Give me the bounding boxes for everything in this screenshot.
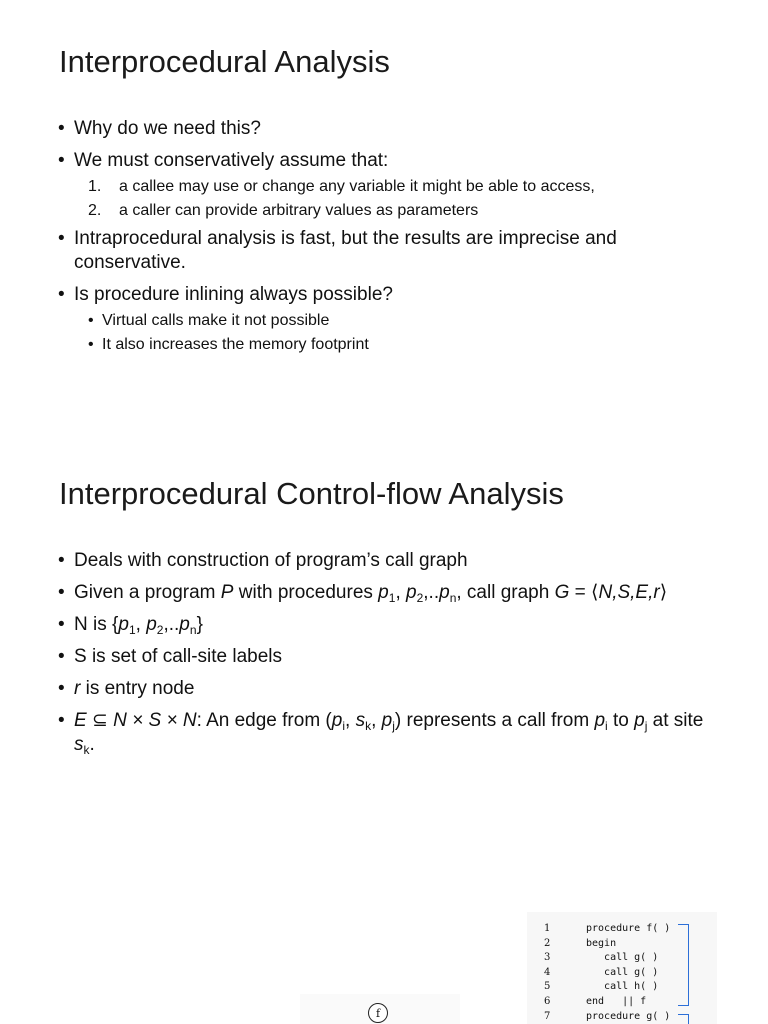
- slide-1-title: Interprocedural Analysis: [59, 44, 390, 79]
- bullet-inlining-text: Is procedure inlining always possible?: [74, 284, 393, 305]
- slide-2: [0, 460, 768, 1024]
- slide-2-bullets: [58, 549, 728, 765]
- slide-1: [0, 0, 768, 460]
- bullet-why: • Why do we need this?: [58, 117, 728, 141]
- slide-2-title: Interprocedural Control-flow Analysis: [59, 476, 564, 511]
- bullet-n-set: • N is {$p_1$, $p_2,..p_n$}: [58, 613, 728, 637]
- call-graph-figure: [300, 994, 460, 1024]
- inlining-item-2: • It also increases the memory footprint: [74, 333, 728, 357]
- bullet-given-program: • Given a program P with procedures $p_1$, $p_2,..p_n$, call graph G = ⟨N,S,E,r⟩: [58, 581, 728, 605]
- bullet-entry-node: • r is entry node: [58, 677, 728, 701]
- graph-node-f: f: [368, 1003, 388, 1023]
- inlining-item-1: • Virtual calls make it not possible: [74, 309, 728, 333]
- bullet-inlining: [58, 283, 728, 357]
- procedure-f-bracket: [678, 924, 689, 1006]
- bullet-intraprocedural: • Intraprocedural analysis is fast, but the results are imprecise and conservative.: [58, 227, 728, 275]
- procedure-g-bracket: [678, 1014, 689, 1024]
- code-figure: 1 procedure f( ) 2 begin 3 call g( ) 4 call g( ) 5 call h( ) 6 end || f 7 procedure g( ): [527, 912, 717, 1024]
- bullet-edge: • E ⊆ N × S × N: An edge from ($p_i$, $s_k$, $p_j$) represents a call from $p_i$ to $p_j$ at site $s_k$.: [58, 709, 728, 757]
- assume-item-1: 1. a callee may use or change any variable it might be able to access,: [88, 178, 595, 195]
- bullet-call-graph: • Deals with construction of program’s call graph: [58, 549, 728, 573]
- assume-list: [74, 175, 728, 223]
- bullet-assume: [58, 149, 728, 223]
- slide-1-bullets: [58, 117, 728, 365]
- assume-item-2: 2. a caller can provide arbitrary values as parameters: [88, 202, 479, 219]
- bullet-assume-text: We must conservatively assume that:: [74, 150, 389, 171]
- inlining-list: [74, 309, 728, 357]
- bullet-s-set: • S is set of call-site labels: [58, 645, 728, 669]
